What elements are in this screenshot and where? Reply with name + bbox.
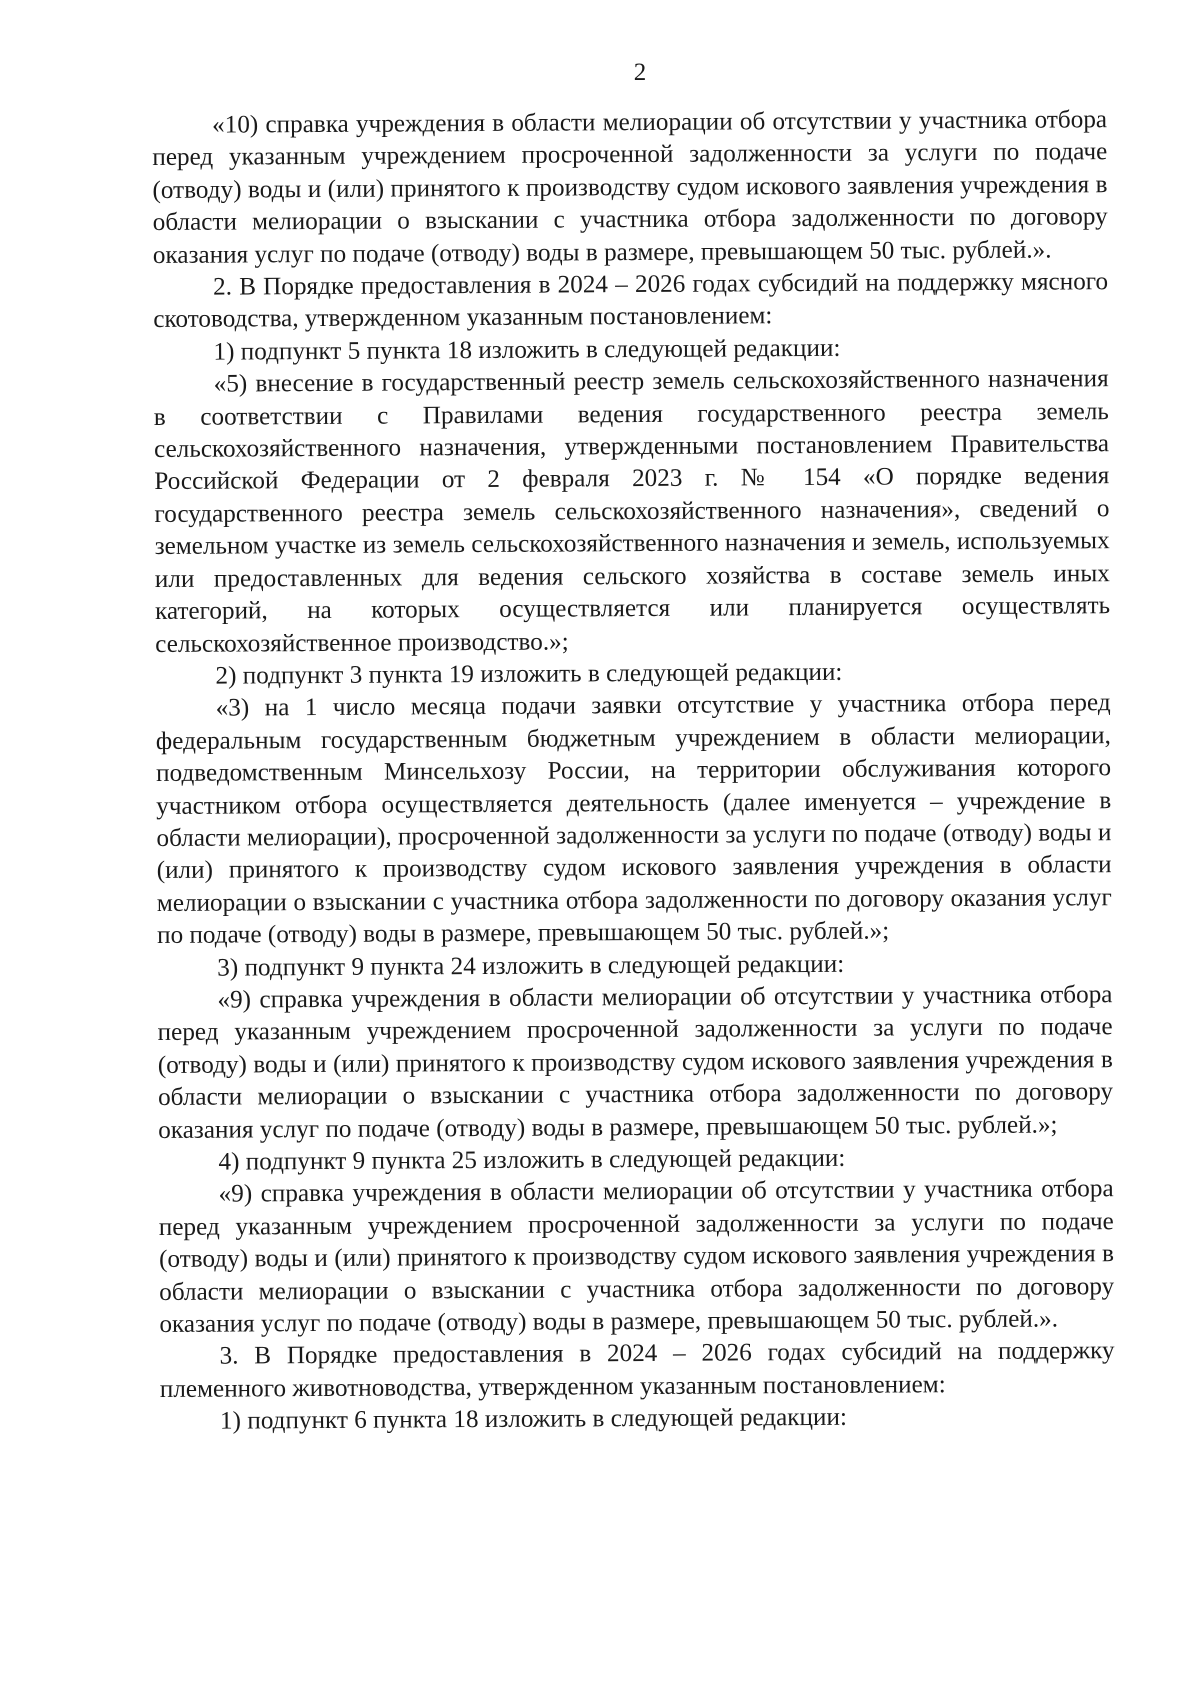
paragraph-item-3-text: «3) на 1 число месяца подачи заявки отсутствие у участника отбора перед федеральным государственным бюджетным учреждением в области мелиорации, подведомственным Минсельхозу России, на территории обслуживания которого участником отбора осуществляется деятельность (далее именуется – учреждение в области мелиорации), просроченной задолженности за услуги по подаче (отводу) воды и (или) принятого к производству судом искового заявления учреждения в области мелиорации о взыскании с участника отбора задолженности по договору оказания услуг по подаче (отводу) воды в размере, превышающем 50 тыс. рублей.»; [155,689,1112,950]
paragraph-item-5-text: «5) внесение в государственный реестр земель сельскохозяйственного назначения в соответствии с Правилами ведения государственного реестра земель сельскохозяйственного назначения, утвержденными постановлением Правительства Российской Федерации от 2 февраля 2023 г. № 154 «О порядке ведения государственного реестра земель сельскохозяйственного назначения», сведений о земельном участке из земель сельскохозяйственного назначения и земель, используемых или предоставленных для ведения сельского хозяйства в составе земель иных категорий, на которых осуществляется или планируется осуществлять сельскохозяйственное производство.»; [153,365,1111,658]
paragraph-section-2-heading: 2. В Порядке предоставления в 2024 – 2026 годах субсидий на поддержку мясного скотоводства, утвержденном указанным постановлением: [153,268,1109,334]
document-body [152,104,1115,1438]
paragraph-subitem-1: 1) подпункт 5 пункта 18 изложить в следующей редакции: [213,334,841,366]
paragraph-item-9-text-a: «9) справка учреждения в области мелиорации об отсутствии у участника отбора перед указанным учреждением просроченной задолженности за услуги по подаче (отводу) воды и (или) принятого к производству судом искового заявления учреждения в области мелиорации о взыскании с участника отбора задолженности по договору оказания услуг по подаче (отводу) воды в размере, превышающем 50 тыс. рублей.»; [157,981,1114,1144]
paragraph-subitem-4: 4) подпункт 9 пункта 25 изложить в следующей редакции: [218,1144,846,1176]
paragraph-item-9-text-b: «9) справка учреждения в области мелиорации об отсутствии у участника отбора перед указанным учреждением просроченной задолженности за услуги по подаче (отводу) воды и (или) принятого к производству судом искового заявления учреждения в области мелиорации о взыскании с участника отбора задолженности по договору оказания услуг по подаче (отводу) воды в размере, превышающем 50 тыс. рублей.». [158,1175,1115,1339]
paragraph-subitem-2: 2) подпункт 3 пункта 19 изложить в следующей редакции: [215,658,843,690]
page-number: 2 [633,59,647,86]
paragraph-subitem-1-section-3: 1) подпункт 6 пункта 18 изложить в следующей редакции: [219,1404,848,1435]
paragraph-section-3-heading: 3. В Порядке предоставления в 2024 – 2026 годах субсидий на поддержку племенного животноводства, утвержденном указанным постановлением: [159,1337,1115,1403]
paragraph-item-10-text: «10) справка учреждения в области мелиорации об отсутствии у участника отбора перед указанным учреждением просроченной задолженности за услуги по подаче (отводу) воды и (или) принятого к производству судом искового заявления учреждения в области мелиорации о взыскании с участника отбора задолженности по договору оказания услуг по подаче (отводу) воды в размере, превышающем 50 тыс. рублей.». [152,106,1108,269]
paragraph-subitem-3: 3) подпункт 9 пункта 24 изложить в следующей редакции: [217,950,845,982]
